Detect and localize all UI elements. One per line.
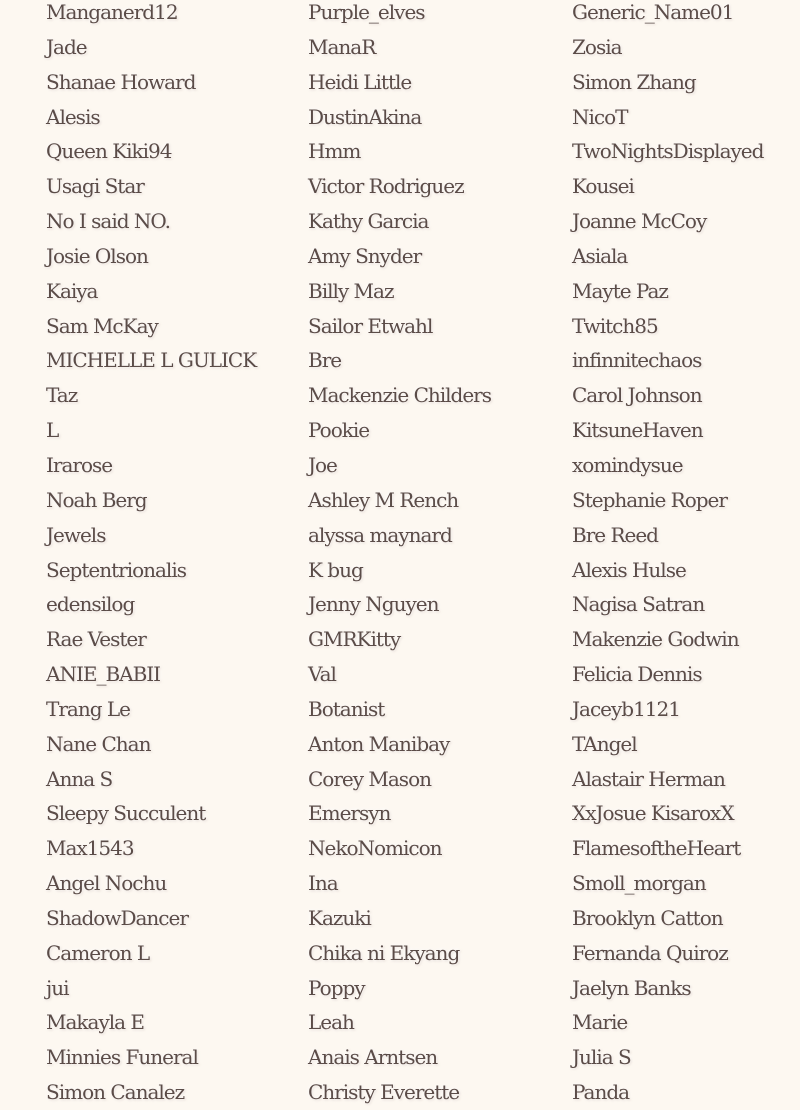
name-entry: Val: [308, 662, 336, 687]
name-entry: Simon Canalez: [46, 1080, 185, 1105]
name-entry: ManaR: [308, 34, 376, 59]
name-entry: Kaiya: [46, 278, 98, 303]
name-entry: Corey Mason: [308, 766, 431, 791]
name-entry: Fernanda Quiroz: [572, 940, 728, 965]
name-entry: Jade: [46, 34, 87, 59]
name-entry: Noah Berg: [46, 487, 147, 512]
name-entry: Billy Maz: [308, 278, 394, 303]
name-entry: Irarose: [46, 452, 113, 477]
name-entry: TAngel: [572, 731, 637, 756]
name-entry: FlamesoftheHeart: [572, 836, 741, 861]
name-entry: NicoT: [572, 104, 628, 129]
name-entry: xomindysue: [572, 452, 683, 477]
name-entry: Purple_elves: [308, 0, 425, 24]
name-entry: K bug: [308, 557, 363, 582]
name-entry: Cameron L: [46, 940, 150, 965]
name-entry: Anton Manibay: [308, 731, 450, 756]
name-entry: KitsuneHaven: [572, 418, 703, 443]
name-entry: Chika ni Ekyang: [308, 940, 460, 965]
name-entry: Max1543: [46, 836, 134, 861]
name-column-3: [572, 0, 800, 1110]
name-entry: Hmm: [308, 139, 361, 164]
name-entry: NekoNomicon: [308, 836, 442, 861]
name-entry: Emersyn: [308, 801, 391, 826]
name-entry: Joanne McCoy: [572, 209, 707, 234]
name-entry: Septentrionalis: [46, 557, 186, 582]
name-entry: Asiala: [572, 243, 628, 268]
name-entry: Josie Olson: [46, 243, 148, 268]
name-entry: Sailor Etwahl: [308, 313, 433, 338]
name-entry: Heidi Little: [308, 69, 412, 94]
name-entry: Minnies Funeral: [46, 1045, 198, 1070]
name-entry: Leah: [308, 1010, 354, 1035]
name-entry: Bre Reed: [572, 522, 658, 547]
name-entry: Pookie: [308, 418, 370, 443]
name-entry: Taz: [46, 383, 78, 408]
name-entry: Mackenzie Childers: [308, 383, 492, 408]
name-entry: Nane Chan: [46, 731, 151, 756]
name-entry: Brooklyn Catton: [572, 905, 723, 930]
name-entry: Felicia Dennis: [572, 662, 702, 687]
name-entry: Makenzie Godwin: [572, 627, 739, 652]
name-entry: Kathy Garcia: [308, 209, 429, 234]
name-entry: Amy Snyder: [308, 243, 422, 268]
name-entry: infinnitechaos: [572, 348, 702, 373]
name-entry: Jewels: [46, 522, 106, 547]
name-entry: Rae Vester: [46, 627, 146, 652]
name-entry: L: [46, 418, 59, 443]
name-entry: Jaelyn Banks: [572, 975, 691, 1000]
name-entry: Victor Rodriguez: [308, 174, 464, 199]
name-entry: Kousei: [572, 174, 634, 199]
name-entry: alyssa maynard: [308, 522, 452, 547]
name-entry: Alexis Hulse: [572, 557, 686, 582]
name-entry: ANIE_BABII: [46, 662, 161, 687]
name-entry: Makayla E: [46, 1010, 145, 1035]
name-entry: Alesis: [46, 104, 100, 129]
name-entry: Angel Nochu: [46, 871, 167, 896]
name-entry: Jaceyb1121: [572, 696, 680, 721]
name-entry: TwoNightsDisplayed: [572, 139, 764, 164]
name-entry: Botanist: [308, 696, 385, 721]
name-entry: Sleepy Succulent: [46, 801, 206, 826]
name-entry: Panda: [572, 1080, 630, 1105]
name-column-1: [46, 0, 296, 1110]
name-entry: Christy Everette: [308, 1080, 460, 1105]
name-entry: Queen Kiki94: [46, 139, 172, 164]
name-entry: Stephanie Roper: [572, 487, 727, 512]
name-entry: DustinAkina: [308, 104, 422, 129]
name-entry: Generic_Name01: [572, 0, 734, 24]
name-entry: No I said NO.: [46, 209, 170, 234]
name-entry: Manganerd12: [46, 0, 178, 24]
name-entry: Bre: [308, 348, 342, 373]
name-entry: jui: [46, 975, 69, 1000]
name-entry: Trang Le: [46, 696, 130, 721]
name-entry: Twitch85: [572, 313, 658, 338]
name-entry: XxJosue KisaroxX: [572, 801, 734, 826]
name-entry: Ina: [308, 871, 338, 896]
name-entry: Shanae Howard: [46, 69, 196, 94]
name-column-2: [308, 0, 558, 1110]
name-entry: Marie: [572, 1010, 628, 1035]
name-entry: edensilog: [46, 592, 135, 617]
name-entry: Anna S: [46, 766, 113, 791]
name-entry: Julia S: [572, 1045, 631, 1070]
name-entry: Simon Zhang: [572, 69, 696, 94]
name-entry: Anais Arntsen: [308, 1045, 438, 1070]
name-entry: ShadowDancer: [46, 905, 188, 930]
name-entry: Kazuki: [308, 905, 371, 930]
name-entry: Smoll_morgan: [572, 871, 706, 896]
name-entry: Nagisa Satran: [572, 592, 705, 617]
name-entry: Poppy: [308, 975, 365, 1000]
name-entry: Jenny Nguyen: [308, 592, 439, 617]
name-entry: MICHELLE L GULICK: [46, 348, 257, 373]
name-entry: Sam McKay: [46, 313, 158, 338]
name-entry: Joe: [308, 452, 337, 477]
name-entry: Ashley M Rench: [308, 487, 459, 512]
name-entry: Alastair Herman: [572, 766, 725, 791]
name-entry: GMRKitty: [308, 627, 401, 652]
name-entry: Carol Johnson: [572, 383, 702, 408]
name-entry: Usagi Star: [46, 174, 144, 199]
name-entry: Mayte Paz: [572, 278, 668, 303]
name-entry: Zosia: [572, 34, 622, 59]
